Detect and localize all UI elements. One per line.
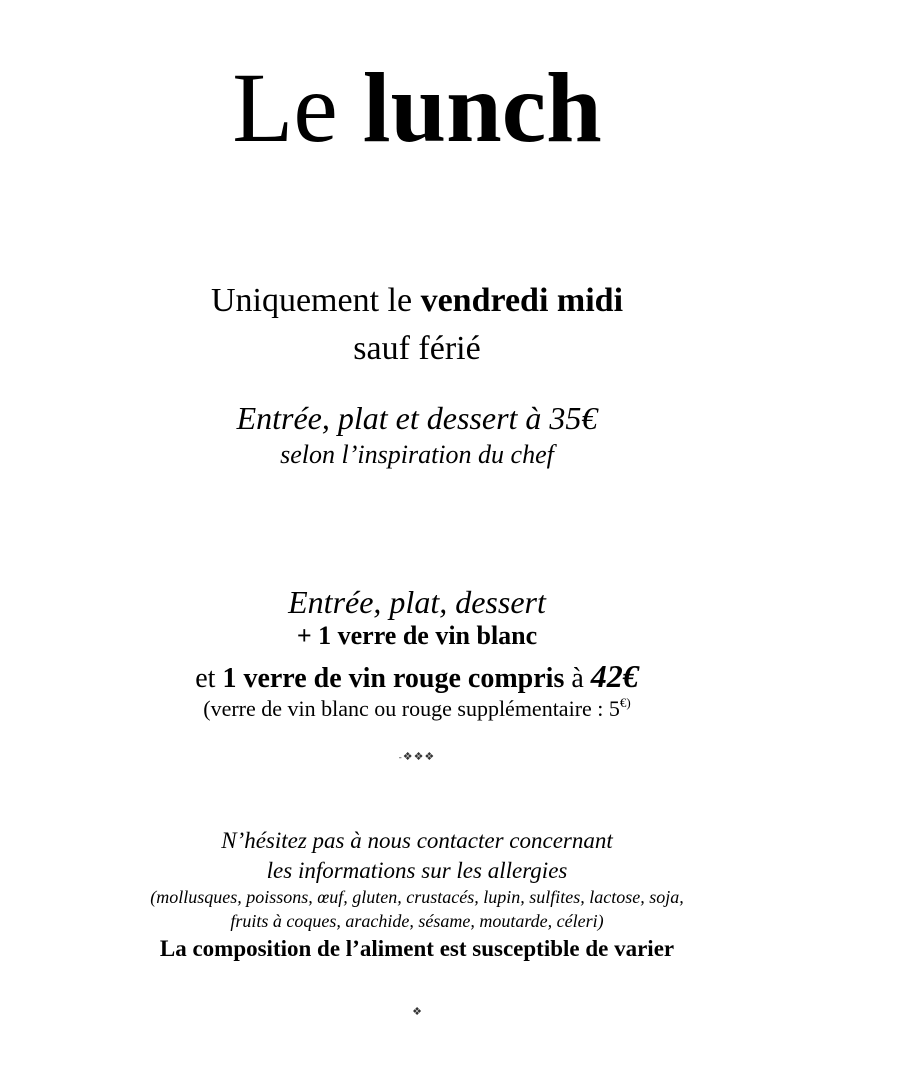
- red-prefix: et: [195, 663, 216, 694]
- formula-2-red-wine-line: [0, 660, 834, 693]
- page-title: [0, 52, 834, 163]
- allergy-contact-line-1: N’hésitez pas à nous contacter concernant: [221, 828, 613, 853]
- allergen-list-line-1: (mollusques, poissons, œuf, gluten, crustacés, lupin, sulfites, lactose, soja,: [150, 887, 684, 907]
- formula-2-price: 42€: [590, 658, 639, 694]
- formula-2-label: Entrée, plat, dessert: [288, 584, 546, 620]
- red-wine: 1 verre de vin rouge compris: [222, 663, 565, 694]
- schedule-day: vendredi midi: [420, 282, 624, 319]
- schedule-prefix: Uniquement le: [210, 282, 413, 319]
- ornament-diamonds-icon: ❖❖❖: [402, 751, 436, 763]
- schedule-line: [0, 284, 834, 318]
- formula-1-note: selon l’inspiration du chef: [280, 440, 554, 469]
- allergy-contact-line-2: les informations sur les allergies: [266, 858, 568, 883]
- supplement-text: (verre de vin blanc ou rouge supplémentaire : 5: [203, 696, 620, 721]
- formula-2-white-wine: + 1 verre de vin blanc: [296, 621, 538, 650]
- formula-2-supplement: [0, 695, 834, 721]
- composition-notice: La composition de l’aliment est susceptible de varier: [159, 936, 675, 961]
- title-regular: Le: [232, 52, 338, 163]
- supplement-currency: €): [619, 695, 631, 710]
- ornament-diamond-icon: ❖: [412, 1006, 422, 1018]
- formula-1-label: Entrée, plat et dessert à 35€: [236, 400, 598, 436]
- title-bold: lunch: [362, 52, 602, 163]
- ornament-dash: -: [398, 752, 403, 762]
- ornament-divider: [0, 752, 834, 763]
- schedule-exception: sauf férié: [353, 330, 481, 367]
- allergen-list-line-2: fruits à coques, arachide, sésame, moutarde, céleri): [230, 911, 604, 931]
- price-prefix: à: [571, 663, 584, 694]
